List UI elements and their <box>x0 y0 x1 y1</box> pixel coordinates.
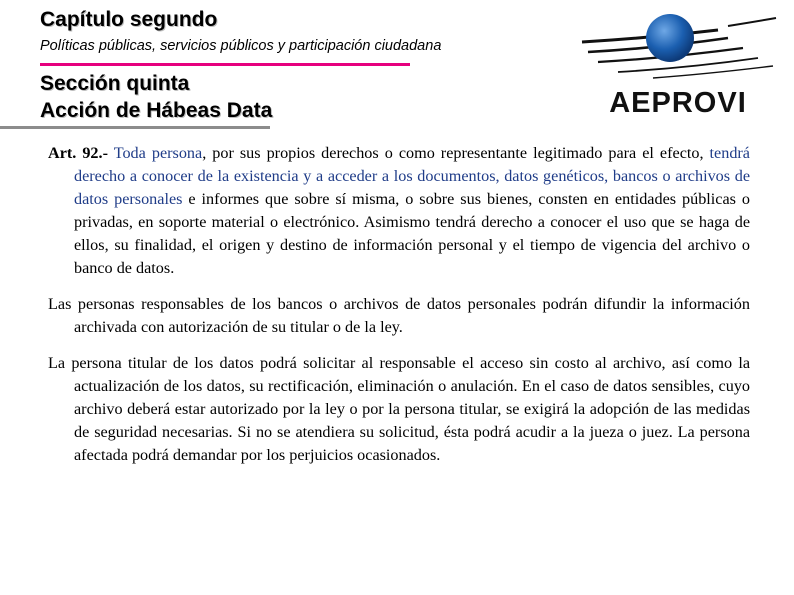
highlight-toda-persona: Toda persona <box>113 144 203 162</box>
gray-divider <box>0 126 270 129</box>
article-number: Art. 92.- <box>48 144 108 162</box>
aeprovi-logo <box>578 8 778 120</box>
section-title-line1: Sección quinta <box>40 72 190 95</box>
pink-divider <box>40 63 410 66</box>
section-title-line2: Acción de Hábeas Data <box>40 99 273 122</box>
section-title <box>40 70 272 124</box>
logo-text: AEPROVI <box>609 87 747 119</box>
article-body <box>48 142 750 480</box>
paragraph-article-92: Art. 92.- Toda persona, por sus propios derechos o como representante legitimado para el efecto, tendrá derecho a conocer de la existencia y a acceder a los documentos, datos genéticos, bancos o archivos de datos personales e informes que sobre sí misma, o sobre sus bienes, consten en entidades públicas o privadas, en soporte material o electrónico. Asimismo tendrá derecho a conocer el uso que se haga de ellos, su finalidad, el origen y destino de información personal y el tiempo de vigencia del archivo o banco de datos. <box>48 144 750 277</box>
paragraph-titular: La persona titular de los datos podrá solicitar al responsable el acceso sin costo al archivo, así como la actualización de los datos, su rectificación, eliminación o anulación. En el caso de datos sensibles, cuyo archivo deberá estar autorizado por la ley o por la persona titular, se exigirá la adopción de las medidas de seguridad necesarias. Si no se atendiera su solicitud, ésta podrá acudir a la jueza o juez. La persona afectada podrá demandar por los perjuicios ocasionados. <box>48 354 750 464</box>
paragraph-responsables: Las personas responsables de los bancos o archivos de datos personales podrán difundir la información archivada con autorización de su titular o de la ley. <box>48 295 750 336</box>
chapter-title: Capítulo segundo <box>40 8 218 31</box>
chapter-subtitle: Políticas públicas, servicios públicos y participación ciudadana <box>40 38 442 54</box>
highlight-derecho-acceso: tendrá derecho a conocer de la existencia y a acceder a los documentos, datos genéticos, bancos o archivos de datos personales <box>74 144 750 208</box>
logo-globe-icon <box>646 14 694 62</box>
